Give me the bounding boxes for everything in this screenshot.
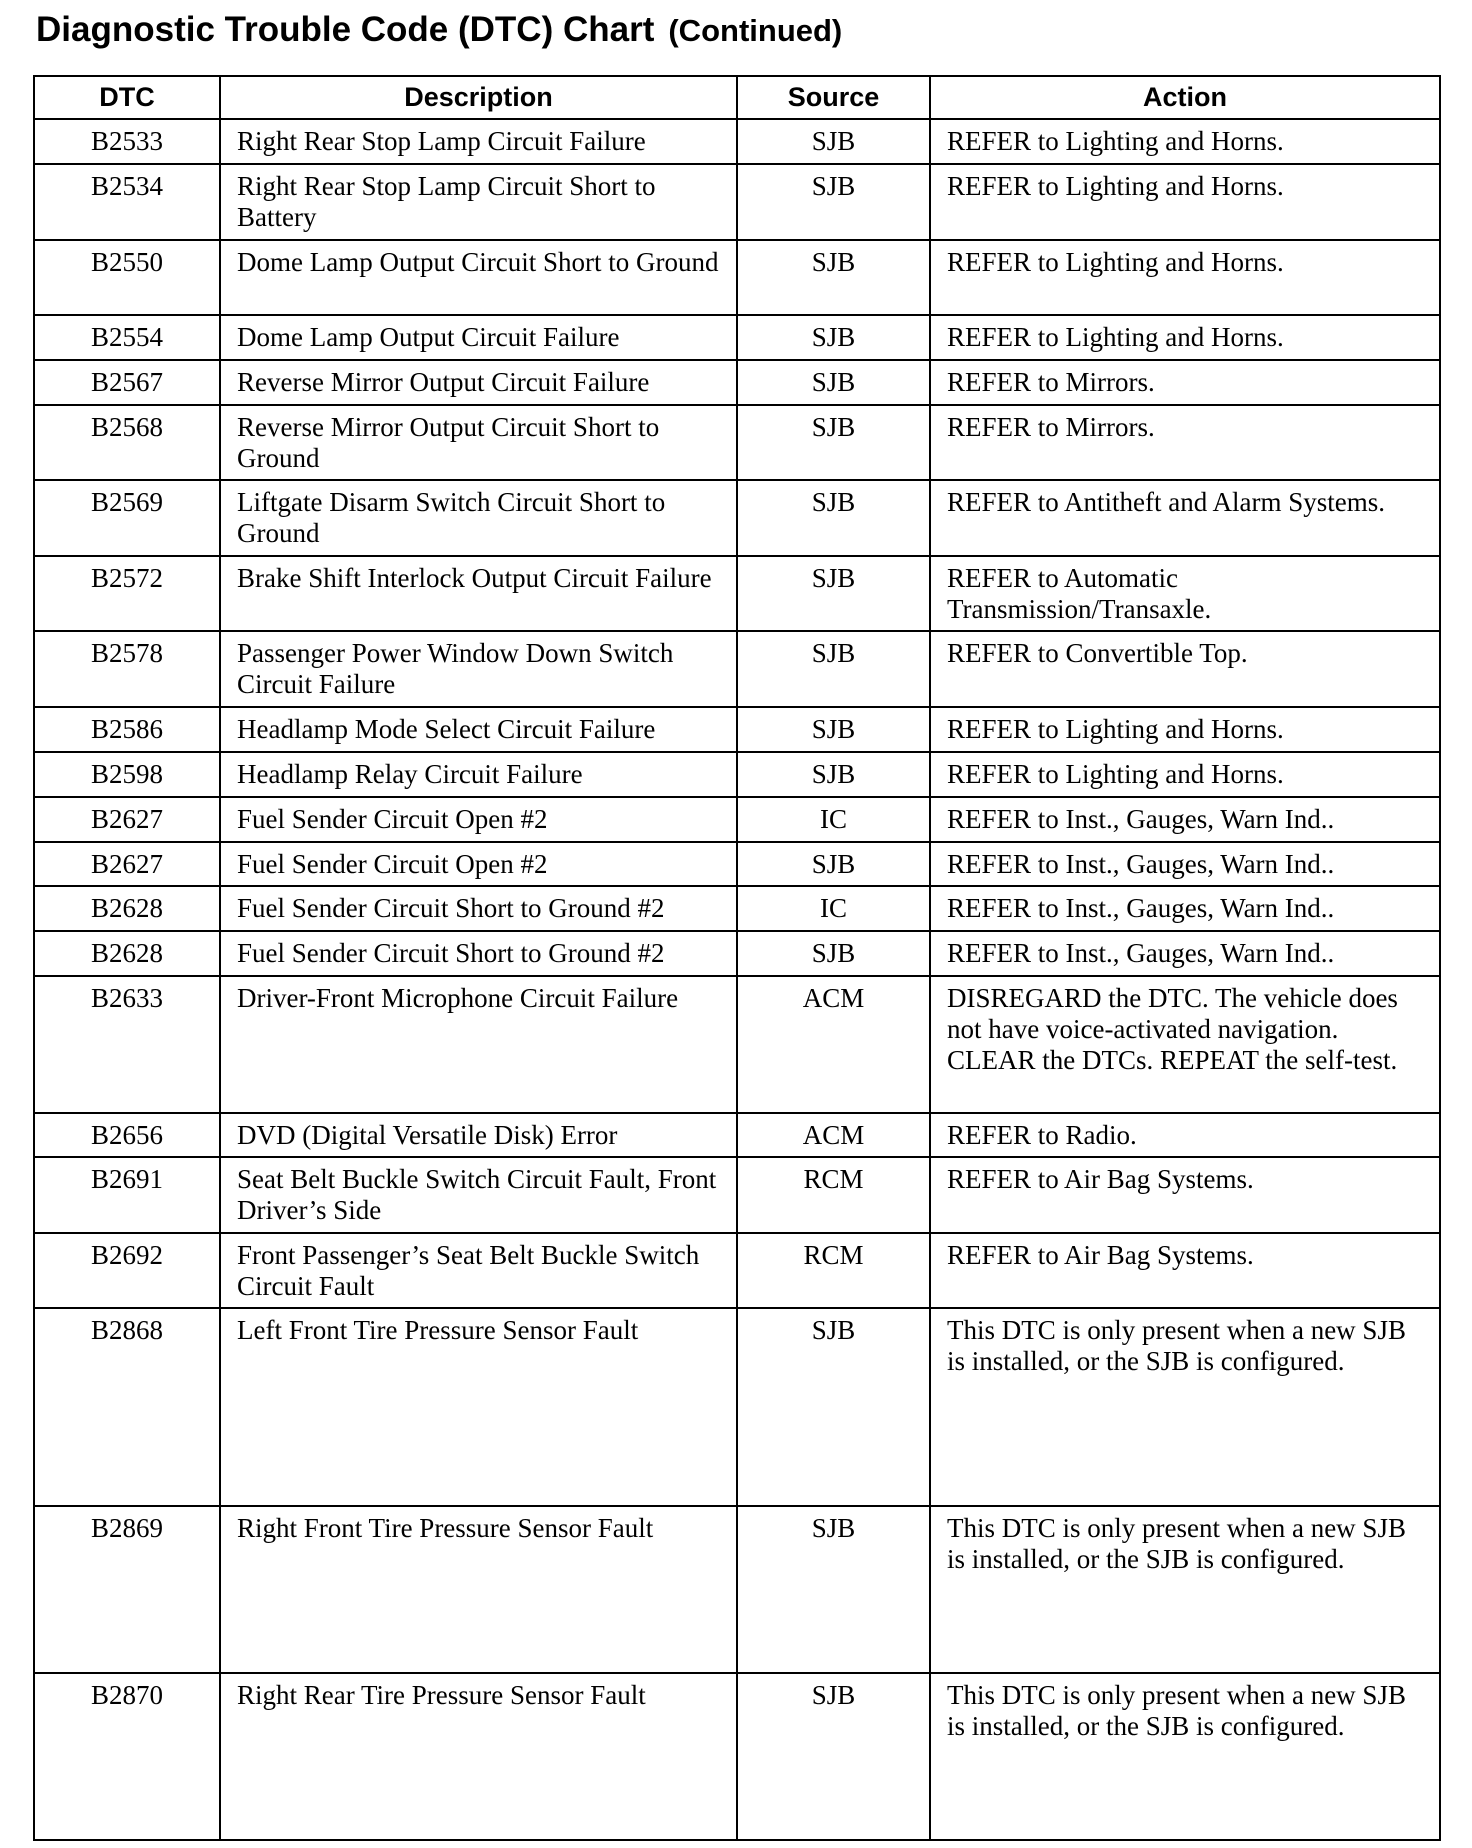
dtc-cell: B2870: [34, 1673, 220, 1840]
description-cell: Passenger Power Window Down Switch Circuit Failure: [220, 631, 737, 707]
source-cell: IC: [737, 886, 930, 931]
table-body: [34, 119, 1440, 1840]
description-cell: Right Front Tire Pressure Sensor Fault: [220, 1506, 737, 1673]
dtc-cell: B2868: [34, 1308, 220, 1506]
dtc-cell: B2578: [34, 631, 220, 707]
description-cell: Driver-Front Microphone Circuit Failure: [220, 976, 737, 1113]
action-cell: REFER to Lighting and Horns.: [930, 315, 1440, 360]
action-cell: REFER to Inst., Gauges, Warn Ind..: [930, 842, 1440, 886]
column-header-action: Action: [930, 76, 1440, 119]
dtc-cell: B2534: [34, 164, 220, 240]
description-cell: Right Rear Stop Lamp Circuit Failure: [220, 119, 737, 164]
dtc-cell: B2567: [34, 360, 220, 405]
table-row: [34, 1233, 1440, 1308]
action-cell: REFER to Lighting and Horns.: [930, 164, 1440, 240]
source-cell: SJB: [737, 315, 930, 360]
source-cell: SJB: [737, 931, 930, 976]
table-row: [34, 842, 1440, 886]
table-row: [34, 119, 1440, 164]
source-cell: IC: [737, 797, 930, 842]
action-cell: REFER to Lighting and Horns.: [930, 707, 1440, 752]
dtc-cell: B2627: [34, 842, 220, 886]
source-cell: SJB: [737, 556, 930, 631]
description-cell: Right Rear Tire Pressure Sensor Fault: [220, 1673, 737, 1840]
description-cell: Liftgate Disarm Switch Circuit Short to Ground: [220, 480, 737, 556]
header-row: [34, 76, 1440, 119]
table-row: [34, 931, 1440, 976]
dtc-cell: B2627: [34, 797, 220, 842]
description-cell: DVD (Digital Versatile Disk) Error: [220, 1113, 737, 1157]
source-cell: SJB: [737, 360, 930, 405]
column-header-source: Source: [737, 76, 930, 119]
description-cell: Brake Shift Interlock Output Circuit Failure: [220, 556, 737, 631]
description-cell: Reverse Mirror Output Circuit Failure: [220, 360, 737, 405]
table-row: [34, 1113, 1440, 1157]
action-cell: REFER to Mirrors.: [930, 360, 1440, 405]
action-cell: REFER to Antitheft and Alarm Systems.: [930, 480, 1440, 556]
action-cell: REFER to Lighting and Horns.: [930, 119, 1440, 164]
source-cell: SJB: [737, 164, 930, 240]
action-cell: REFER to Convertible Top.: [930, 631, 1440, 707]
table-row: [34, 556, 1440, 631]
dtc-cell: B2569: [34, 480, 220, 556]
source-cell: SJB: [737, 842, 930, 886]
action-cell: REFER to Air Bag Systems.: [930, 1157, 1440, 1233]
table-row: [34, 1673, 1440, 1840]
table-row: [34, 1308, 1440, 1506]
table-row: [34, 631, 1440, 707]
description-cell: Dome Lamp Output Circuit Short to Ground: [220, 240, 737, 315]
source-cell: SJB: [737, 631, 930, 707]
column-header-dtc: DTC: [34, 76, 220, 119]
dtc-cell: B2656: [34, 1113, 220, 1157]
source-cell: SJB: [737, 1673, 930, 1840]
source-cell: RCM: [737, 1233, 930, 1308]
subtitle-text: (Continued): [668, 13, 843, 48]
dtc-cell: B2550: [34, 240, 220, 315]
table-row: [34, 360, 1440, 405]
action-cell: This DTC is only present when a new SJB is installed, or the SJB is configured.: [930, 1673, 1440, 1840]
dtc-table: [33, 75, 1441, 1841]
table-row: [34, 240, 1440, 315]
source-cell: ACM: [737, 976, 930, 1113]
source-cell: SJB: [737, 1308, 930, 1506]
table-row: [34, 1157, 1440, 1233]
action-cell: This DTC is only present when a new SJB is installed, or the SJB is configured.: [930, 1506, 1440, 1673]
dtc-cell: B2554: [34, 315, 220, 360]
action-cell: REFER to Inst., Gauges, Warn Ind..: [930, 886, 1440, 931]
dtc-cell: B2586: [34, 707, 220, 752]
page-title: [36, 10, 842, 50]
table-row: [34, 405, 1440, 480]
table-row: [34, 886, 1440, 931]
action-cell: REFER to Mirrors.: [930, 405, 1440, 480]
source-cell: SJB: [737, 480, 930, 556]
action-cell: REFER to Automatic Transmission/Transaxle.: [930, 556, 1440, 631]
description-cell: Front Passenger’s Seat Belt Buckle Switch Circuit Fault: [220, 1233, 737, 1308]
description-cell: Dome Lamp Output Circuit Failure: [220, 315, 737, 360]
dtc-cell: B2572: [34, 556, 220, 631]
source-cell: SJB: [737, 405, 930, 480]
source-cell: SJB: [737, 752, 930, 797]
description-cell: Fuel Sender Circuit Open #2: [220, 842, 737, 886]
dtc-cell: B2568: [34, 405, 220, 480]
table-row: [34, 752, 1440, 797]
dtc-cell: B2533: [34, 119, 220, 164]
action-cell: REFER to Inst., Gauges, Warn Ind..: [930, 931, 1440, 976]
dtc-cell: B2869: [34, 1506, 220, 1673]
table-row: [34, 164, 1440, 240]
description-cell: Fuel Sender Circuit Short to Ground #2: [220, 931, 737, 976]
source-cell: SJB: [737, 119, 930, 164]
dtc-cell: B2633: [34, 976, 220, 1113]
description-cell: Headlamp Mode Select Circuit Failure: [220, 707, 737, 752]
action-cell: REFER to Radio.: [930, 1113, 1440, 1157]
table-row: [34, 1506, 1440, 1673]
description-cell: Headlamp Relay Circuit Failure: [220, 752, 737, 797]
dtc-cell: B2628: [34, 886, 220, 931]
action-cell: This DTC is only present when a new SJB is installed, or the SJB is configured.: [930, 1308, 1440, 1506]
description-cell: Left Front Tire Pressure Sensor Fault: [220, 1308, 737, 1506]
dtc-cell: B2692: [34, 1233, 220, 1308]
dtc-cell: B2598: [34, 752, 220, 797]
description-cell: Seat Belt Buckle Switch Circuit Fault, Front Driver’s Side: [220, 1157, 737, 1233]
description-cell: Right Rear Stop Lamp Circuit Short to Battery: [220, 164, 737, 240]
table-row: [34, 707, 1440, 752]
title-text: Diagnostic Trouble Code (DTC) Chart: [36, 10, 655, 49]
column-header-description: Description: [220, 76, 737, 119]
action-cell: REFER to Inst., Gauges, Warn Ind..: [930, 797, 1440, 842]
action-cell: REFER to Lighting and Horns.: [930, 752, 1440, 797]
source-cell: RCM: [737, 1157, 930, 1233]
description-cell: Fuel Sender Circuit Short to Ground #2: [220, 886, 737, 931]
table-row: [34, 797, 1440, 842]
description-cell: Fuel Sender Circuit Open #2: [220, 797, 737, 842]
action-cell: REFER to Air Bag Systems.: [930, 1233, 1440, 1308]
source-cell: SJB: [737, 240, 930, 315]
action-cell: REFER to Lighting and Horns.: [930, 240, 1440, 315]
description-cell: Reverse Mirror Output Circuit Short to Ground: [220, 405, 737, 480]
dtc-cell: B2628: [34, 931, 220, 976]
dtc-cell: B2691: [34, 1157, 220, 1233]
table-row: [34, 976, 1440, 1113]
action-cell: DISREGARD the DTC. The vehicle does not have voice-activated navigation. CLEAR the DTCs. REPEAT the self-test.: [930, 976, 1440, 1113]
source-cell: SJB: [737, 707, 930, 752]
table-row: [34, 315, 1440, 360]
source-cell: SJB: [737, 1506, 930, 1673]
table-row: [34, 480, 1440, 556]
source-cell: ACM: [737, 1113, 930, 1157]
